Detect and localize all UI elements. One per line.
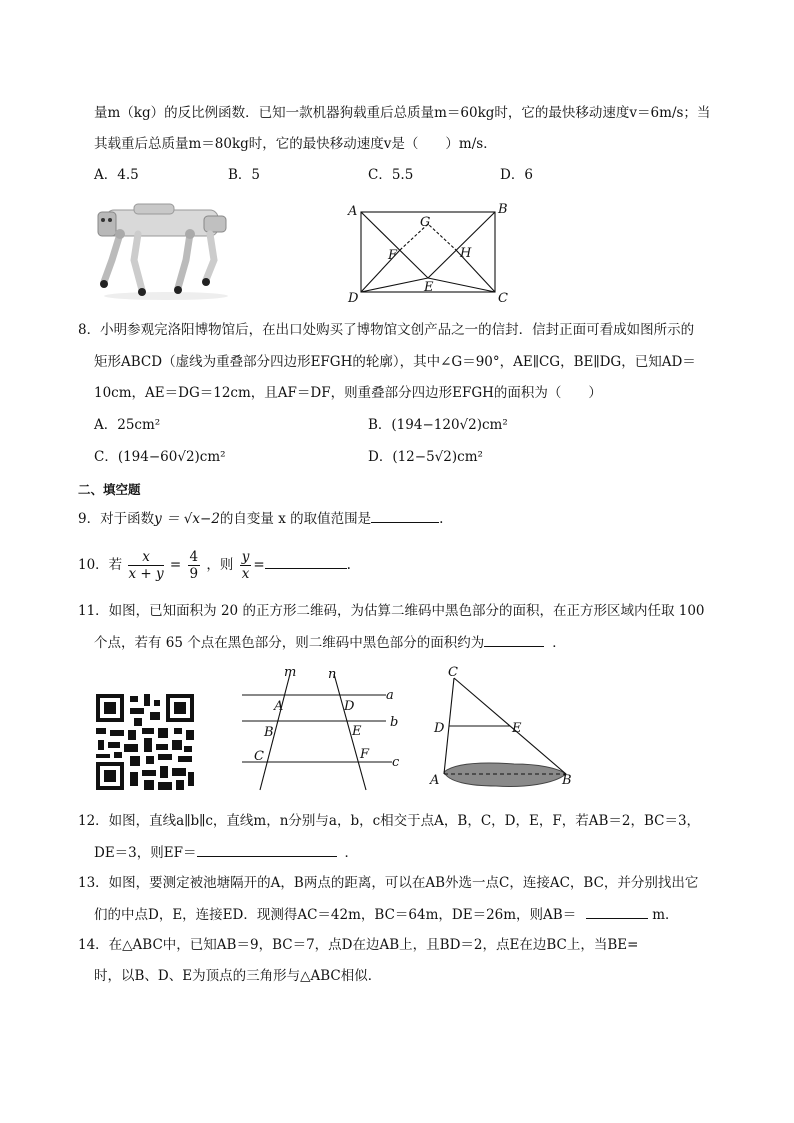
label-D: D [348,291,359,306]
label-A: A [430,773,440,788]
qr-code-image [94,692,196,792]
label-D: D [434,721,445,736]
q9-function: y ＝ √x−2 [154,511,220,527]
q14-text-line1: 14．在△ABC中，已知AB＝9，BC＝7，点D在边AB上，且BD＝2，点E在边BC上，当BE= [78,937,639,953]
q12-text-line1: 12．如图，直线a∥b∥c，直线m，n分别与a，b，c相交于点A，B，C，D，E，F，若AB＝2，BC＝3， [78,813,701,829]
q10-fraction-y-over-x: $\frac{y}{x}$ [241,549,250,582]
section-fill-in-blank-heading: 二、填空题 [78,482,141,497]
q8-option-a: A．25cm² [94,417,161,433]
label-A: A [274,699,284,714]
q7-option-a: A．4.5 [94,167,139,183]
q7-option-d: D．6 [500,167,533,183]
label-line-a: a [386,688,394,703]
q10-answer-blank[interactable] [265,554,347,569]
q12-text-line2: DE＝3，则EF＝ ． [94,842,358,863]
q9-end: . [439,511,444,527]
label-F: F [360,747,370,762]
label-C: C [498,291,508,306]
q7-text-line2: 其载重后总质量m＝80kg时，它的最快移动速度v是（ ）m/s． [94,136,497,152]
pond-triangle-figure [426,664,582,796]
label-G: G [420,215,431,230]
robot-dog-image [94,198,236,302]
q13-text-line1: 13．如图，要测定被池塘隔开的A，B两点的距离，可以在AB外选一点C，连接AC，BC，并分别找出它 [78,875,699,891]
q8-option-d: D．(12−5√2)cm² [368,449,483,465]
q7-option-b: B．5 [228,167,261,183]
q11-text-line1: 11．如图，已知面积为 20 的正方形二维码，为估算二维码中黑色部分的面积，在正方形区域内任取 100 [78,603,705,619]
q10-prefix: 10．若 [78,557,123,573]
label-D: D [344,699,355,714]
q8-text-line2: 矩形ABCD（虚线为重叠部分四边形EFGH的轮廓），其中∠G＝90°，AE∥CG，BE∥DG，已知AD＝ [94,354,696,370]
label-C: C [448,665,458,680]
q13-text-line2: 们的中点D，E，连接ED．现测得AC＝42m，BC＝64m，DE＝26m，则AB＝ m． [94,904,679,925]
parallel-lines-figure [236,662,408,794]
label-line-m: m [284,665,297,680]
label-C: C [254,749,264,764]
q8-text-line1: 8．小明参观完洛阳博物馆后，在出口处购买了博物馆文创产品之一的信封．信封正面可看成如图所示的 [78,322,695,338]
q8-option-c: C．(194−60√2)cm² [94,449,226,465]
label-line-b: b [390,715,399,730]
label-line-c: c [392,755,400,770]
q10-fraction-4-9: $\frac{4}{9}$ [189,549,199,582]
q13-answer-blank[interactable] [586,904,648,919]
label-H: H [460,246,472,261]
label-B: B [498,202,508,217]
q11-answer-blank[interactable] [484,632,544,647]
q9-answer-blank[interactable] [371,508,439,523]
q10-text: 10．若 $\frac{x}{x + y}$ = $\frac{4}{9}$ ，则 $\frac{y}{x}$ = . [78,549,351,582]
label-B: B [264,725,274,740]
q8-text-line3: 10cm，AE＝DG＝12cm，且AF＝DF，则重叠部分四边形EFGH的面积为（ ） [94,385,602,401]
label-A: A [348,204,358,219]
q7-option-c: C．5.5 [368,167,414,183]
label-line-n: n [328,667,337,682]
q11-text-line2: 个点，若有 65 个点在黑色部分，则二维码中黑色部分的面积约为 ． [94,632,566,653]
label-E: E [512,721,522,736]
q9-prefix: 9．对于函数 [78,511,155,527]
q9-suffix: 的自变量 x 的取值范围是 [219,511,372,527]
label-E: E [352,724,362,739]
q10-fraction-x-over-xy: $\frac{x}{x + y}$ [128,549,164,582]
label-B: B [562,773,572,788]
q12-answer-blank[interactable] [197,842,337,857]
envelope-rectangle-figure [340,198,520,306]
q7-text-line1: 量m（kg）的反比例函数．已知一款机器狗载重后总质量m＝60kg时，它的最快移动速度v＝6m/s；当 [94,105,711,121]
label-E: E [424,280,434,295]
q14-text-line2: 时，以B、D、E为顶点的三角形与△ABC相似． [94,968,382,984]
q9-text [78,508,443,529]
label-F: F [388,248,398,263]
q8-option-b: B．(194−120√2)cm² [368,417,508,433]
